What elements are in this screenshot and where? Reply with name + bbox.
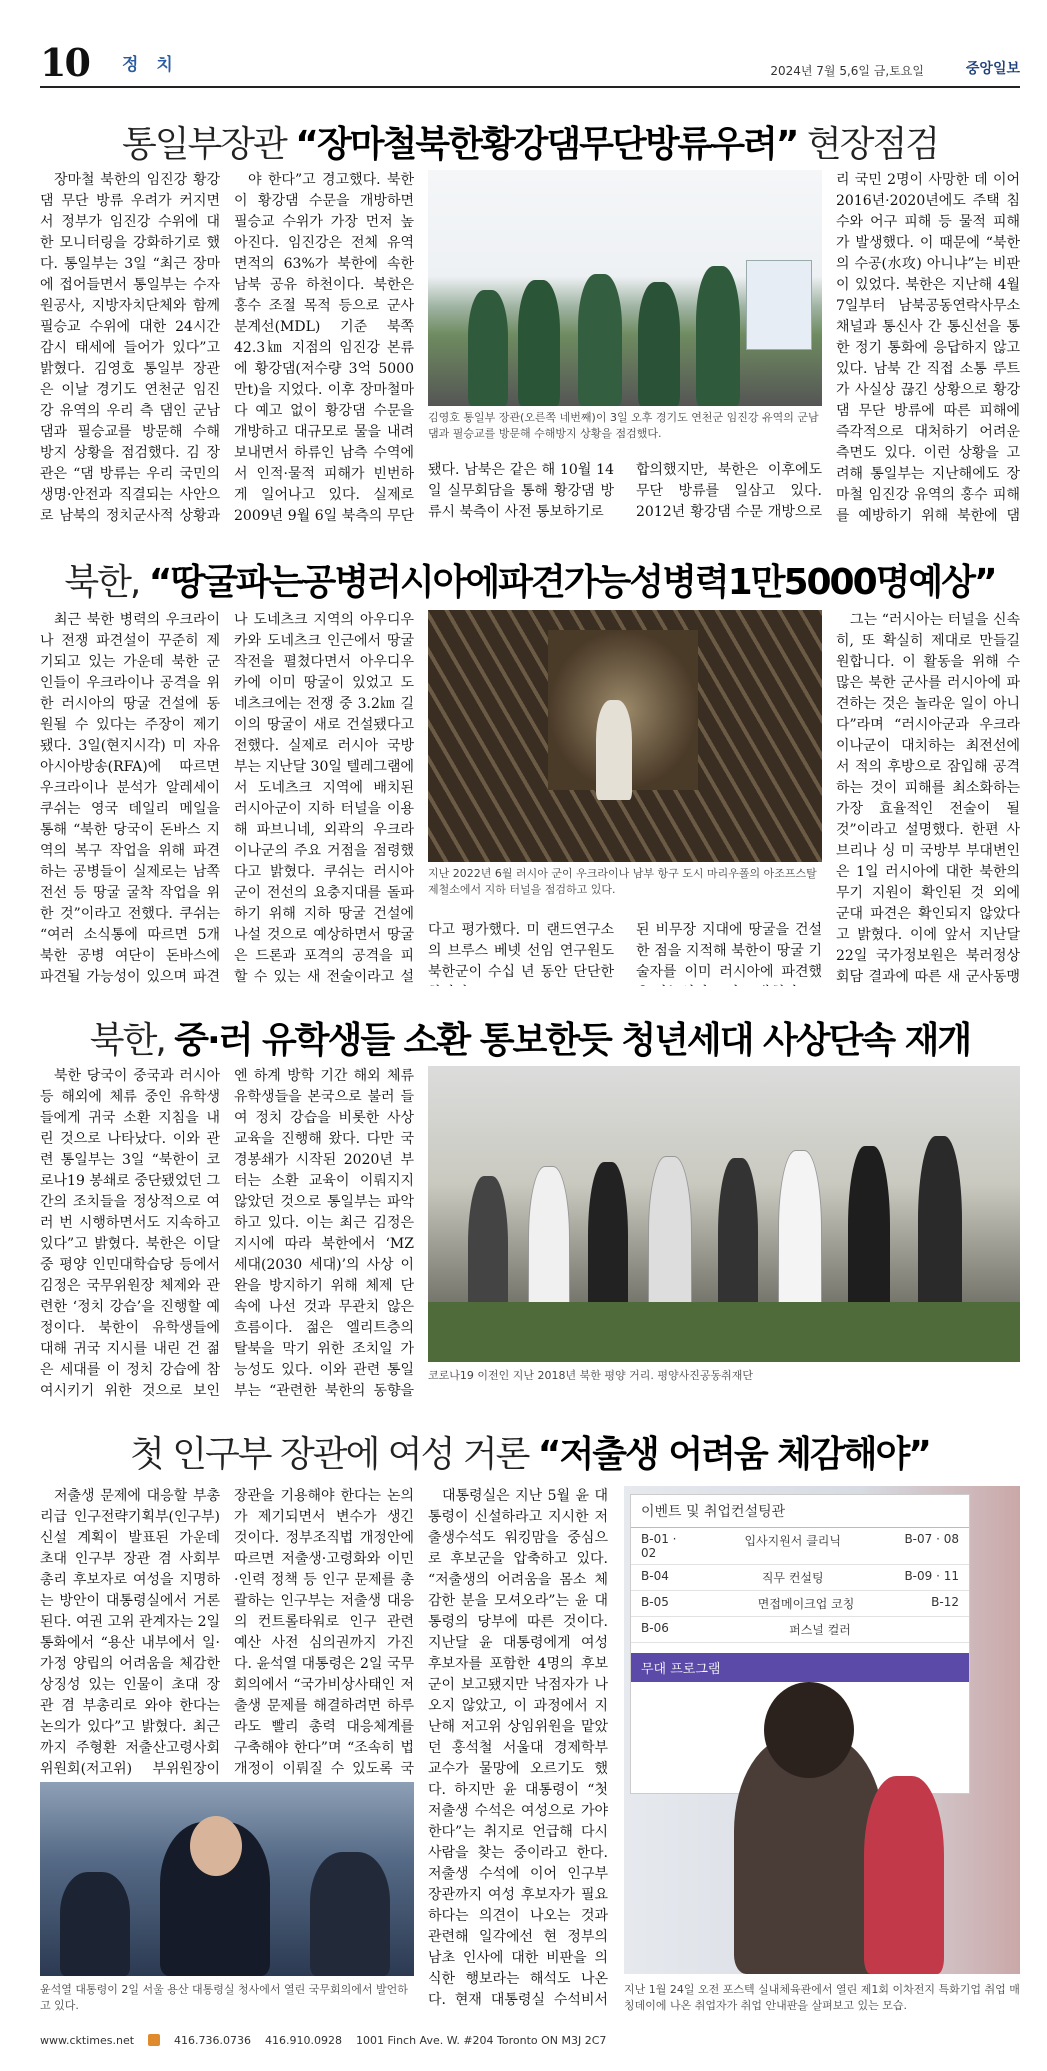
body-text: 됐다. 남북은 같은 해 10월 14일 실무회담을 통해 황강댐 방류시 북측이 사전 통보하기로 (428, 462, 614, 520)
photo-caption: 지난 2022년 6월 러시아 군이 우크라이나 남부 항구 도시 마리우폴의 아조프스탈 제철소에서 지하 터널을 점검하고 있다. (428, 867, 817, 896)
booth-code-right: B-09 · 11 (904, 1569, 959, 1583)
body-column-4 (636, 920, 822, 986)
board-row (631, 1565, 969, 1591)
article-headline (40, 1426, 1020, 1477)
booth-code: B-06 (641, 1621, 669, 1635)
body-text: 장마철 북한의 임진강 황강댐 무단 방류 우려가 커지면서 정부가 임진강 수위에 대한 모니터링을 강화하기로 했다. 통일부는 3일 “최근 장마에 접어들면서 통일부는 수자원공사, 지방자치단체와 함께 필승교 수위에 대한 24시간 감시 태세에 들어가 있다”고 밝혔다. 김영호 통일부 장관은 이날 경기도 연천군 임진강 유역의 우리 측 댐인 군남댐과 필승교를 방문해 수해 방지 상황을 점검했다. 김 장관은 “댐 방류는 우리 국민의 생명·안전과 직결되는 사안으로 남북의 정치군사적 상황과 (40, 172, 220, 524)
booth-code: B-04 (641, 1569, 669, 1583)
headline-lead: 통일부장관 (121, 124, 296, 165)
phone-number: 416.736.0736 (174, 2033, 252, 2047)
headline-quote: “저출생 어려움 체감해야” (537, 1434, 930, 1475)
board-banner: 무대 프로그램 (631, 1653, 969, 1682)
article-headline (40, 1012, 1020, 1063)
body-text: 최근 북한 병력의 우크라이나 전쟁 파견설이 꾸준히 제기되고 있는 가운데 북한 군인들이 우크라이나 공격을 위한 러시아의 땅굴 건설에 동원될 수 있다는 주장이 제기됐다. 3일(현지시각) 미 자유아시아방송(RFA)에 따르면 우크라이나 분석가 알레세이 쿠쉬는 영국 데일리 메일을 통해 “북한 당국이 돈바스 지역의 복구 작업을 위해 파견하는 공병들이 실제로는 남쪽 전선 등 땅굴 굴착 작업을 위한 것”이라고 전했다. 쿠쉬는 “여러 소식통에 따르면 5개 북한 공병 여단이 돈바스에 파견될 가능성이 있으며 파견 (40, 612, 220, 985)
article-dam-inspection (40, 108, 1020, 528)
body-text: 그는 “러시아는 터널을 신속히, 또 확실히 제대로 만들길 원합니다. 이 활동을 위해 수많은 북한 군사를 러시아에 파견하는 것은 놀라운 일이 아니다”라며 “러시아군과 우크라이나군이 대치하는 최전선에서 적의 후방으로 잠입해 공격하는 것이 피해를 최소화하는 가장 효율적인 전술이 될 것”이라고 설명했다. 한편 사브리나 싱 미 국방부 부대변인은 1일 러시아에 대한 북한의 무기 지원이 확인된 것 외에 군대 파견은 확인되지 않았다고 밝혔다. 이에 앞서 지난달 22일 국가정보원은 북러정상회담 결과에 따른 새 군사동맹 (836, 612, 1020, 985)
person-figure (578, 274, 622, 406)
article-population-minister (40, 1420, 1020, 2020)
photo-caption: 윤석열 대통령이 2일 서울 용산 대통령실 청사에서 열린 국무회의에서 발언하고 있다. (40, 1983, 408, 2012)
booth-label: 직무 컨설팅 (761, 1571, 824, 1585)
newspaper-logo: 중앙일보 (965, 61, 1020, 77)
person-figure (468, 290, 508, 406)
body-column-5 (836, 610, 1020, 986)
booth-code: B-01 · 02 (641, 1532, 677, 1560)
body-column-5 (836, 170, 1020, 525)
body-text: 야 한다”고 경고했다. 북한이 황강댐 수문을 개방하면 필승교 수위가 가장 먼저 높아진다. 임진강은 전체 유역 면적의 63%가 북한에 속한 남북 공유 하천이다. 북한은 홍수 조절 목적 등으로 군사분계선(MDL) 기준 북쪽 42.3㎞ 지점의 임진강 본류에 황강댐(저수량 3억 5000만t)을 지었다. 이후 장마철마다 예고 없이 황강댐 수문을 개방하고 대규모로 물을 내려보내면서 하류인 남측 수역에서 인적·물적 피해가 빈번하게 일어나고 있다. 실제로 2009년 9월 6일 북측의 무단 (234, 172, 414, 524)
photo-caption: 지난 1월 24일 오전 포스텍 실내체육관에서 열린 제1회 이차전지 특화기업 취업 매칭데이에 나온 취업자가 취업 안내판을 살펴보고 있는 모습. (624, 1983, 1020, 2012)
address: 1001 Finch Ave. W. #204 Toronto ON M3J 2C7 (356, 2033, 607, 2047)
article-student-recall (40, 1006, 1020, 1406)
headline-lead: 북한, (89, 1020, 175, 1061)
headline-lead: 북한, (64, 562, 149, 603)
page-number: 10 (40, 40, 89, 85)
tunnel-photo (428, 610, 822, 862)
body-column-1 (40, 1066, 220, 1402)
body-column-2 (234, 1486, 414, 1776)
body-text: 합의했지만, 북한은 이후에도 무단 방류를 일삼고 있다. 2012년 황강댐 수문 개방으로 (636, 462, 822, 520)
headline-tail: 현장점검 (797, 124, 939, 165)
board-row (631, 1617, 969, 1643)
headline-lead: 첫 인구부 장관에 여성 거론 (130, 1434, 538, 1475)
person-figure (60, 1872, 130, 1976)
booth-code-right: B-12 (931, 1595, 959, 1609)
body-column-1 (40, 1486, 220, 1776)
body-column-1 (40, 610, 220, 986)
page-footer (40, 2030, 1020, 2050)
visitor-head (764, 1682, 854, 1778)
photo-caption: 김영호 통일부 장관(오른쪽 네번째)이 3일 오후 경기도 연천군 임진강 유역의 군남댐과 필승교를 방문해 수해방지 상황을 점검했다. (428, 411, 819, 440)
pyongyang-street-photo (428, 1066, 1020, 1362)
body-text: 리 국민 2명이 사망한 데 이어 2016년·2020년에도 주택 침수와 어구 피해 등 물적 피해가 발생했다. 이 때문에 “북한의 수공(水攻) 아니냐”는 비판이 있었다. 북한은 지난해 4월 7일부터 남북공동연락사무소 채널과 통신사 간 통신선을 통한 정기 통화에 응답하지 않고 있다. 남북 간 직접 소통 루트가 사실상 끊긴 상황으로 황강댐 무단 방류에 따른 피해에 즉각적으로 대처하기 어려운 측면도 있다. 이런 상황을 고려해 통일부는 지난해에도 장마철 임진강 유역의 홍수 피해를 예방하기 위해 북한에 댐 (836, 172, 1020, 524)
booth-code-right: B-07 · 08 (904, 1532, 959, 1546)
body-column-2 (234, 170, 414, 525)
dam-inspection-photo (428, 170, 822, 406)
body-column-2 (234, 1066, 414, 1402)
person-figure (310, 1852, 390, 1976)
article-headline (40, 554, 1020, 605)
soldier-figure (596, 700, 632, 800)
hedge (428, 1302, 1020, 1362)
body-text: 대통령실은 지난 5월 윤 대통령이 신설하라고 지시한 저출생수석도 워킹맘을 중심으로 후보군을 압축하고 있다. “저출생의 어려움을 몸소 체감한 분을 모셔오라”는 윤 대통령의 당부에 따른 것이다. 지난달 윤 대통령에게 여성 후보자를 포함한 4명의 후보군이 보고됐지만 낙점자가 나오지 않았고, 이 과정에서 지난해 저고위 상임위원을 맡았던 홍석철 서울대 경제학부 교수가 물망에 오르기도 했다. 하지만 윤 대통령이 “첫 저출생 수석은 여성으로 가야 한다”는 취지로 언급해 다시 사람을 찾는 중이라고 한다. 저출생 수석에 이어 인구부 장관까지 여성 후보자가 필요하다는 의견이 나오는 것과 관련해 일각에선 현 정부의 남초 인사에 대한 비판을 의식한 행보라는 해석도 나온다. 현재 대통령실 수석비서 (428, 1488, 608, 2008)
person-figure (638, 282, 680, 406)
body-column-3 (428, 460, 614, 525)
photo-caption: 코로나19 이전인 지난 2018년 북한 평양 거리. 평양사진공동취재단 (428, 1369, 753, 1382)
job-fair-photo (624, 1486, 1020, 1974)
masthead (40, 40, 1020, 88)
cabinet-meeting-photo (40, 1782, 414, 1976)
headline-quote: “땅굴파는공병러시아에파견가능성병력1만5000명예상” (148, 562, 996, 603)
headline-quote: 중·러 유학생들 소환 통보한듯 청년세대 사상단속 재개 (174, 1020, 971, 1061)
article-headline (40, 116, 1020, 167)
article-north-korea-engineers (40, 548, 1020, 988)
booth-label: 입사지원서 클리닉 (744, 1534, 841, 1548)
body-text: 다고 평가했다. 미 랜드연구소의 브루스 베넷 선임 연구원도 북한군이 수십 년 동안 단단한 (428, 922, 614, 980)
booth-label: 퍼스널 컬러 (789, 1623, 851, 1637)
headline-quote: “장마철북한황강댐무단방류우려” (295, 124, 798, 165)
body-text: 저출생 문제에 대응할 부총리급 인구전략기획부(인구부) 신설 계획이 발표된 가운데 초대 인구부 장관 겸 사회부총리 후보자로 여성을 지명하는 방안이 대통령실에서 거론된다. 여권 고위 관계자는 2일 통화에서 “용산 내부에서 일·가정 양립의 어려움을 체감한 상징성 있는 인물이 초대 장관 겸 부총리로 와야 한다는 논의가 있다”고 밝혔다. 최근까지 주형환 저출산고령사회위원회(저고위) 부위원장이 (40, 1488, 220, 1776)
body-text: 엔 하계 방학 기간 해외 체류 유학생들을 본국으로 불러 들여 정치 강습을 비롯한 사상교육을 진행해 왔다. 다만 국경봉쇄가 시작된 2020년 부터는 소환 교육이 이뤄지지 않았던 것으로 통일부는 파악하고 있다. 이는 최근 김정은 지시에 따라 북한에서 ‘MZ 세대(2030 세대)’의 사상 이완을 방지하기 위해 체제 단속에 나선 것과 무관치 않은 흐름이다. 젊은 엘리트층의 탈북을 막기 위한 조치일 가능성도 있다. 이와 관련 통일부는 “관련한 북한의 동향을 (234, 1068, 414, 1399)
visitor-figure (864, 1776, 944, 1974)
body-text: 북한 당국이 중국과 러시아 등 해외에 체류 중인 유학생들에게 귀국 소환 지침을 내린 것으로 나타났다. 이와 관련 통일부는 3일 “북한이 코로나19 봉쇄로 중단됐었던 그간의 조치들을 정상적으로 여러 번 시행하면서도 지속하고 있다”고 밝혔다. 북한은 이달 중 평양 인민대학습당 등에서 김정은 국무위원장 체제와 관련한 ‘정치 강습’을 진행할 예정이다. 북한이 유학생들에 대해 귀국 지시를 내린 건 젊은 세대를 이 정치 강습에 참여시키기 위한 것으로 보인 (40, 1068, 220, 1399)
body-column-3 (428, 920, 614, 986)
issue-date: 2024년 7월 5,6일 금,토요일 (770, 64, 924, 78)
board-title: 이벤트 및 취업컨설팅관 (631, 1495, 969, 1528)
board-row (631, 1591, 969, 1617)
info-board (746, 260, 812, 350)
board-row (631, 1528, 969, 1565)
body-text: 된 비무장 지대에 땅굴을 건설한 점을 지적해 북한이 땅굴 기술자를 이미 러시아에 파견했 (636, 922, 822, 980)
body-column-2 (234, 610, 414, 986)
phone-icon (148, 2034, 160, 2046)
body-text: 나 도네츠크 지역의 아우디우카와 도네츠크 인근에서 땅굴 작전을 펼쳤다면서 아우디우카에 이미 땅굴이 있었고 도네츠크에는 전쟁 중 3.2㎞ 길이의 땅굴이 새로 건설됐다고 전했다. 실제로 러시아 국방부는 지난달 30일 텔레그램에서 도네츠크 지역에 배치된 러시아군이 지하 터널을 이용해 파브니네, 외곽의 우크라이나군의 주요 거점을 점령했다고 밝혔다. 쿠쉬는 러시아군이 전선의 요충지대를 돌파하기 위해 지하 땅굴 건설에 나설 것으로 예상하면서 땅굴은 드론과 포격의 공격을 피할 수 있는 새 전술이라고 설 (234, 612, 414, 985)
person-figure (696, 266, 740, 406)
body-column-3 (428, 1486, 608, 2012)
body-text: 장관을 기용해야 한다는 논의가 제기되면서 변수가 생긴 것이다. 정부조직법 개정안에 따르면 저출생·고령화와 이민·인력 정책 등 인구 문제를 총괄하는 인구부는 저출생 대응의 컨트롤타워로 인구 관련 예산 사전 심의권까지 가진다. 윤석열 대통령은 2일 국무회의에서 “국가비상사태인 저출생 문제를 해결하려면 하루라도 빨리 총력 대응체계를 구축해야 한다”며 “조속히 법 개정이 이뤄질 수 있도록 국 (234, 1488, 414, 1776)
website-link[interactable]: www.cktimes.net (40, 2033, 135, 2047)
speaker-face (190, 1816, 242, 1876)
section-name: 정 치 (122, 55, 179, 75)
body-column-1 (40, 170, 220, 525)
booth-label: 면접메이크업 코칭 (757, 1597, 855, 1611)
person-figure (518, 280, 560, 406)
booth-code: B-05 (641, 1595, 669, 1609)
body-column-4 (636, 460, 822, 525)
fax-number: 416.910.0928 (265, 2033, 342, 2047)
